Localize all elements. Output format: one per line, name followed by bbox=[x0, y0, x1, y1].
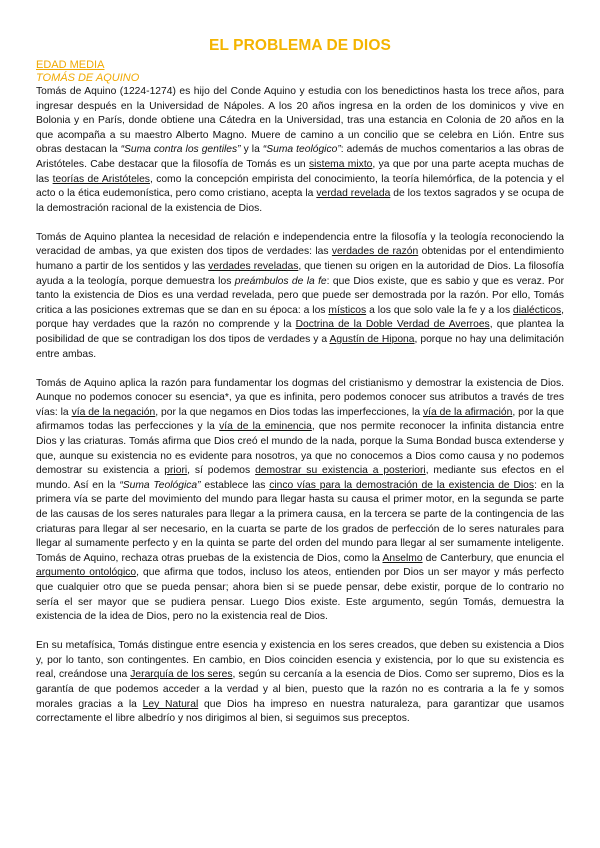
underlined-term: verdades reveladas bbox=[208, 261, 299, 273]
text-run: : además de muchos comentarios a las obras de Aristóteles. Cabe destacar que la filosofía de Tomás es un bbox=[36, 144, 564, 170]
text-run: y la bbox=[240, 144, 263, 156]
text-run: Tomás de Aquino (1224-1274) es hijo del Conde Aquino y estudia con los benedictinos hasta los trece años, para ingresar después en la Universidad de Nápoles. A los 20 años ingresa en la orden de los dominicos y vive en Bolonia y en París, donde obtiene una Cátedra en la Universidad, tras una estancia en Colonia de 20 años en la que acompaña a su maestro Alberto Magno. Muere de camino a un concilio que se celebra en Lión. Entre sus obras destacan la bbox=[36, 86, 564, 156]
text-run: , que afirma que todos, incluso los ateos, entienden por Dios un ser mayor y más perfecto que cualquier otro que se pueda pensar; ahora bien si se puede pensar, debe existir, porque de lo contrario no sería el ser mayor que se pudiera pensar. Luego Dios existe. Este argumento, según Tomás, demuestra la existencia de la idea de Dios, pero no la existencia real de Dios. bbox=[36, 567, 564, 623]
underlined-term: dialécticos bbox=[513, 304, 562, 316]
text-run: , mediante sus efectos en el mundo. Así en la bbox=[36, 465, 565, 491]
underlined-term: teorías de Aristóteles bbox=[52, 173, 150, 185]
text-run: : que Dios existe, que es sabio y que es veraz. Por tanto la existencia de Dios es una verdad revelada, pero que puede ser demostrada por la razón. Por ello, Tomás critica a las posiciones extremas que se dan en su época: a los bbox=[36, 275, 564, 316]
text-run: , como la concepción empirista del conocimiento, la teoría hilemórfica, de la potencia y el acto o la ética eudemonística, pero como cristiano, acepta la bbox=[36, 173, 565, 200]
text-run: , sí podemos bbox=[187, 465, 256, 477]
underlined-term: Doctrina de la Doble Verdad de Averroes bbox=[295, 319, 490, 331]
text-run: , que nos permite reconocer la infinita distancia entre Dios y las criaturas. Tomás afirma que Dios creó el mundo de la nada, porque la Suma Bondad busca extenderse y que, aunque su existencia no es evidente para nosotros, ya que no conocemos a Dios como causa y no podemos demostrar su existencia a bbox=[36, 421, 564, 477]
underlined-term: Ley Natural bbox=[142, 698, 199, 710]
text-run: , porque hay verdades que la razón no comprende y la bbox=[36, 304, 564, 331]
text-run: , ya que por una parte acepta muchas de las bbox=[36, 158, 564, 185]
text-run: establece las bbox=[200, 479, 270, 491]
text-run: a los que solo vale la fe y a los bbox=[366, 304, 514, 316]
underlined-term: sistema mixto bbox=[309, 158, 373, 170]
underlined-term: vía de la afirmación bbox=[422, 406, 513, 418]
text-run: que Dios ha impreso en nuestra naturaleza, para garantizar que usamos correctamente el libre albedrío y nos dirigimos al bien, si seguimos sus preceptos. bbox=[36, 698, 565, 725]
underlined-term: Agustín de Hipona bbox=[329, 334, 415, 345]
document-body bbox=[36, 85, 564, 727]
underlined-term: demostrar su existencia a posteriori bbox=[255, 465, 426, 477]
underlined-term: argumento ontológico bbox=[36, 567, 137, 579]
italic-title: preámbulos de la fe bbox=[234, 275, 327, 287]
text-run: Tomás de Aquino plantea la necesidad de relación e independencia entre la filosofía y la teología reconociendo la veracidad de ambas, ya que existen dos tipos de verdades: las bbox=[36, 231, 564, 258]
text-run: , que tienen su origen en la autoridad de Dios. La filosofía ayuda a la teología, porque demuestra los bbox=[36, 261, 565, 287]
italic-title: “Suma Teológica” bbox=[119, 479, 201, 491]
section-link-edad-media[interactable]: EDAD MEDIA bbox=[36, 59, 105, 71]
text-run: , por la que negamos en Dios todas las imperfecciones, la bbox=[155, 406, 423, 418]
underlined-term: priori bbox=[164, 465, 188, 477]
paragraph-4 bbox=[36, 639, 564, 727]
text-run: obtenidas por el entendimiento humano a partir de los sentidos y las bbox=[36, 246, 564, 273]
underlined-term: vía de la negación bbox=[71, 406, 156, 418]
underlined-term: vía de la eminencia bbox=[219, 421, 312, 433]
paragraph-1 bbox=[36, 85, 564, 216]
text-run: , por la que afirmamos todas las perfecciones y la bbox=[36, 406, 565, 433]
underlined-term: verdad revelada bbox=[316, 188, 391, 200]
italic-title: “Suma contra los gentiles” bbox=[120, 144, 241, 156]
document-title: EL PROBLEMA DE DIOS bbox=[209, 37, 391, 54]
underlined-term: Anselmo bbox=[382, 552, 423, 564]
text-run: de Canterbury, que enuncia el bbox=[422, 552, 564, 564]
underlined-term: cinco vías para la demostración de la existencia de Dios bbox=[269, 479, 535, 491]
underlined-term: verdades de razón bbox=[331, 246, 419, 258]
underlined-term: Jerarquía de los seres bbox=[130, 669, 233, 681]
paragraph-2 bbox=[36, 231, 564, 362]
paragraph-3 bbox=[36, 377, 564, 625]
italic-title: “Suma teológico” bbox=[262, 144, 341, 156]
underlined-term: místicos bbox=[328, 304, 367, 316]
author-subtitle: TOMÁS DE AQUINO bbox=[36, 72, 140, 84]
text-run: : en la primera vía se parte del movimiento del mundo para llegar hasta su causa el primer motor, en la segunda se parte de las causas de los seres naturales para llegar a la primera causa, en la tercera se parte de la contingencia de las criaturas para llegar al ser necesario, en la cuarta se parte de los grados de perfección de lo seres naturales para llegar al sumamente perfecto y en la quinta se parte del orden del mundo para llegar al ser sumamente inteligente. Tomás de Aquino, rechaza otras pruebas de la existencia de Dios, como la bbox=[36, 479, 564, 564]
text-run: , según su cercanía a la esencia de Dios. Como ser supremo, Dios es la garantía de que podemos acceder a la verdad y al bien, puesto que la razón no es contraria a la fe y somos morales gracias a la bbox=[36, 669, 564, 710]
text-run: , porque no hay una delimitación entre ambas. bbox=[36, 334, 564, 360]
text-run: En su metafísica, Tomás distingue entre esencia y existencia en los seres creados, que deben su existencia a Dios y, por lo tanto, son contingentes. En cambio, en Dios coinciden esencia y existencia, por lo que su existencia es real, creándose una bbox=[36, 640, 564, 681]
text-run: de los textos sagrados y se ocupa de la demostración racional de la existencia de Dios. bbox=[36, 188, 564, 214]
text-run: Tomás de Aquino aplica la razón para fundamentar los dogmas del cristianismo y demostrar la existencia de Dios. Aunque no podemos conocer su esencia*, ya que es infinita, pero podemos conocer sus atributos a través de tres vías: la bbox=[36, 377, 564, 418]
text-run: , que plantea la posibilidad de que se contradigan los dos tipos de verdades y a bbox=[36, 319, 564, 345]
